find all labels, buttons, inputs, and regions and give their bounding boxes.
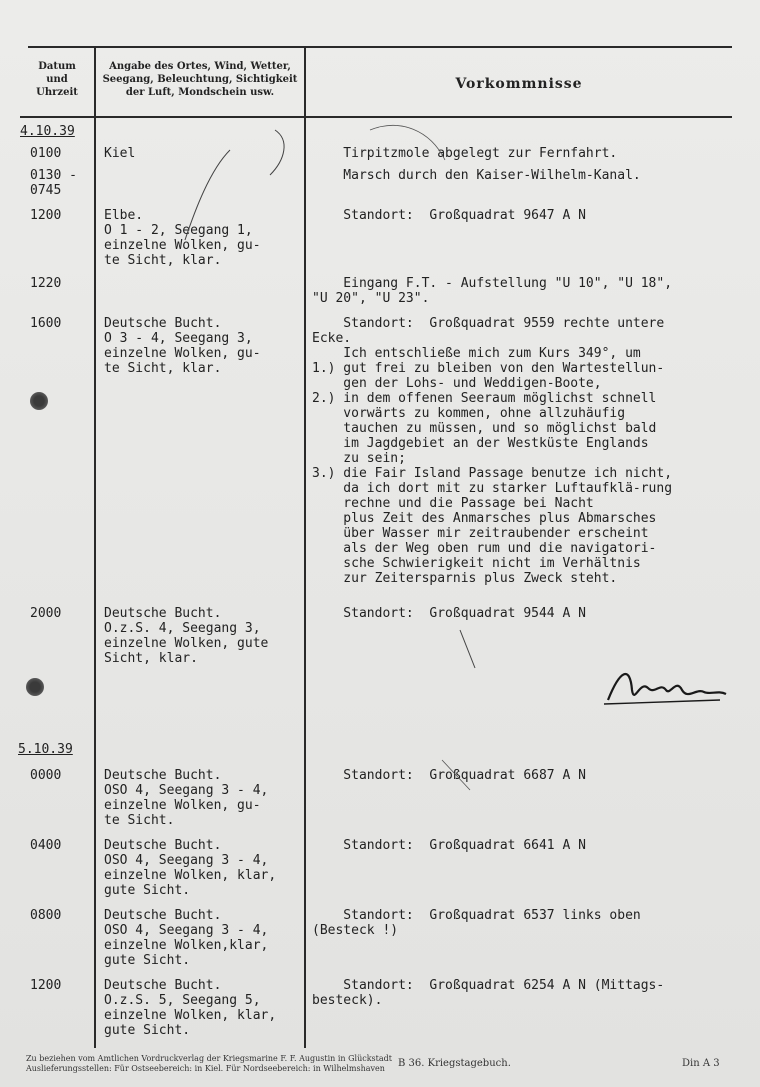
header-datum-line1: Datum (38, 61, 76, 72)
entry-events-line: da ich dort mit zu starker Luftaufklä-rung (312, 481, 673, 496)
entry-time-line: 0000 (30, 768, 62, 783)
entry-time (30, 168, 92, 198)
entry-time (30, 768, 92, 783)
entry-location-weather-line: einzelne Wolken, gu- (104, 238, 261, 253)
entry-events-line: "U 20", "U 23". (312, 291, 430, 306)
entry-events (312, 276, 732, 306)
entry-time-line: 0100 (30, 146, 62, 161)
header-datum (22, 60, 92, 99)
entry-events-line: Tirpitzmole abgelegt zur Fernfahrt. (312, 146, 618, 161)
entry-location-weather-line: Deutsche Bucht. (104, 838, 222, 853)
header-bottom-rule (20, 116, 732, 118)
entry-time-line: 1200 (30, 978, 62, 993)
entry-location-weather-line: einzelne Wolken, gu- (104, 346, 261, 361)
entry-events-line: (Besteck !) (312, 923, 399, 938)
entry-location-weather (104, 316, 302, 376)
entry-events (312, 168, 732, 183)
entry-location-weather-line: Deutsche Bucht. (104, 908, 222, 923)
entry-events-line: Standort: Großquadrat 6641 A N (312, 838, 586, 853)
entry-events (312, 838, 732, 853)
entry-location-weather-line: OSO 4, Seegang 3 - 4, (104, 783, 269, 798)
entry-location-weather (104, 978, 302, 1038)
entry-time (30, 316, 92, 331)
entry-location-weather (104, 838, 302, 898)
entry-events-line: 2.) in dem offenen Seeraum möglichst schnell (312, 391, 657, 406)
entry-events-line: Standort: Großquadrat 6254 A N (Mittags- (312, 978, 665, 993)
entry-events-line: Ecke. (312, 331, 352, 346)
entry-location-weather-line: einzelne Wolken, gute (104, 636, 269, 651)
entry-events-line: tauchen zu müssen, und so möglichst bald (312, 421, 657, 436)
entry-events (312, 146, 732, 161)
entry-location-weather-line: OSO 4, Seegang 3 - 4, (104, 923, 269, 938)
entry-location-weather-line: Deutsche Bucht. (104, 606, 222, 621)
header-datum-line3: Uhrzeit (36, 87, 78, 98)
entry-location-weather-line: gute Sicht. (104, 953, 191, 968)
date-second: 5.10.39 (18, 742, 73, 757)
entry-events (312, 606, 732, 621)
top-rule (28, 46, 732, 48)
entry-events-line: Eingang F.T. - Aufstellung "U 10", "U 18", (312, 276, 673, 291)
entry-location-weather-line: Elbe. (104, 208, 144, 223)
entry-location-weather (104, 768, 302, 828)
entry-time (30, 838, 92, 853)
entry-location-weather-line: Deutsche Bucht. (104, 978, 222, 993)
entry-events-line: vorwärts zu kommen, ohne allzuhäufig (312, 406, 626, 421)
entry-location-weather-line: O 3 - 4, Seegang 3, (104, 331, 253, 346)
entry-location-weather-line: Sicht, klar. (104, 651, 198, 666)
header-ort (96, 60, 304, 99)
entry-location-weather-line: O.z.S. 5, Seegang 5, (104, 993, 261, 1008)
entry-time-line: 1200 (30, 208, 62, 223)
entry-events-line: 3.) die Fair Island Passage benutze ich nicht, (312, 466, 673, 481)
entry-time (30, 276, 92, 291)
entry-events-line: zur Zeitersparnis plus Zweck steht. (312, 571, 618, 586)
entry-location-weather-line: OSO 4, Seegang 3 - 4, (104, 853, 269, 868)
entry-location-weather (104, 606, 302, 666)
punch-hole-top (30, 392, 48, 410)
entry-location-weather-line: te Sicht. (104, 813, 175, 828)
entry-events (312, 768, 732, 783)
entry-time-line: 1600 (30, 316, 62, 331)
entry-events-line: Standort: Großquadrat 9544 A N (312, 606, 586, 621)
punch-hole-bottom (26, 678, 44, 696)
entry-location-weather-line: O.z.S. 4, Seegang 3, (104, 621, 261, 636)
entry-events-line: Standort: Großquadrat 9647 A N (312, 208, 586, 223)
entry-events-line: Ich entschließe mich zum Kurs 349°, um (312, 346, 641, 361)
entry-events-line: gen der Lohs- und Weddigen-Boote, (312, 376, 602, 391)
entry-location-weather (104, 146, 302, 161)
footer-paper-size: Din A 3 (682, 1058, 720, 1069)
entry-location-weather-line: einzelne Wolken, klar, (104, 868, 277, 883)
entry-location-weather-line: Kiel (104, 146, 136, 161)
header-vorkommnisse: Vorkommnisse (455, 76, 583, 92)
entry-events-line: im Jagdgebiet an der Westküste Englands (312, 436, 649, 451)
entry-events-line: 1.) gut frei zu bleiben von den Wartestellun- (312, 361, 665, 376)
entry-events-line: sche Schwierigkeit nicht im Verhältnis (312, 556, 641, 571)
entry-time (30, 146, 92, 161)
entry-location-weather-line: Deutsche Bucht. (104, 768, 222, 783)
entry-location-weather-line: einzelne Wolken, gu- (104, 798, 261, 813)
entry-time-line: 1220 (30, 276, 62, 291)
entry-location-weather-line: einzelne Wolken, klar, (104, 1008, 277, 1023)
entry-location-weather-line: einzelne Wolken,klar, (104, 938, 269, 953)
entry-location-weather-line: Deutsche Bucht. (104, 316, 222, 331)
entry-events (312, 208, 732, 223)
entry-events-line: über Wasser mir zeitraubender erscheint (312, 526, 649, 541)
entry-time-line: 0400 (30, 838, 62, 853)
entry-events-line: als der Weg oben rum und die navigatori- (312, 541, 657, 556)
column-divider-1 (94, 46, 96, 1048)
entry-location-weather-line: te Sicht, klar. (104, 253, 222, 268)
date-first: 4.10.39 (20, 124, 75, 139)
entry-time (30, 606, 92, 621)
commander-signature (600, 660, 730, 710)
entry-time (30, 978, 92, 993)
entry-events-line: Standort: Großquadrat 6687 A N (312, 768, 586, 783)
entry-events-line: rechne und die Passage bei Nacht (312, 496, 594, 511)
header-datum-line2: und (46, 74, 68, 85)
entry-location-weather (104, 908, 302, 968)
header-ort-line2: Seegang, Beleuchtung, Sichtigkeit (102, 74, 298, 85)
entry-events (312, 316, 732, 586)
entry-location-weather (104, 208, 302, 268)
entry-events (312, 908, 732, 938)
entry-events-line: plus Zeit des Anmarsches plus Abmarsches (312, 511, 657, 526)
entry-time-line: 2000 (30, 606, 62, 621)
column-divider-2 (304, 46, 306, 1048)
entry-location-weather-line: O 1 - 2, Seegang 1, (104, 223, 253, 238)
footer-publisher-line2: Auslieferungsstellen: Für Ostseebereich: in Kiel. Für Nordseebereich: in Wilhelmshaven (26, 1064, 385, 1073)
footer-publisher (26, 1054, 392, 1074)
footer-publisher-line1: Zu beziehen vom Amtlichen Vordruckverlag der Kriegsmarine F. F. Augustin in Glückstadt (26, 1054, 392, 1063)
header-ort-line1: Angabe des Ortes, Wind, Wetter, (109, 61, 291, 72)
entry-location-weather-line: gute Sicht. (104, 883, 191, 898)
entry-time-line: 0130 - (30, 168, 77, 183)
entry-time (30, 208, 92, 223)
entry-events (312, 978, 732, 1008)
entry-time-line: 0800 (30, 908, 62, 923)
entry-time-line: 0745 (30, 183, 62, 198)
entry-events-line: zu sein; (312, 451, 406, 466)
entry-events-line: Standort: Großquadrat 9559 rechte untere (312, 316, 665, 331)
header-ort-line3: der Luft, Mondschein usw. (125, 87, 275, 98)
footer-form-number: B 36. Kriegstagebuch. (398, 1058, 511, 1069)
entry-location-weather-line: te Sicht, klar. (104, 361, 222, 376)
entry-location-weather-line: gute Sicht. (104, 1023, 191, 1038)
entry-time (30, 908, 92, 923)
entry-events-line: Marsch durch den Kaiser-Wilhelm-Kanal. (312, 168, 641, 183)
entry-events-line: besteck). (312, 993, 383, 1008)
entry-events-line: Standort: Großquadrat 6537 links oben (312, 908, 641, 923)
